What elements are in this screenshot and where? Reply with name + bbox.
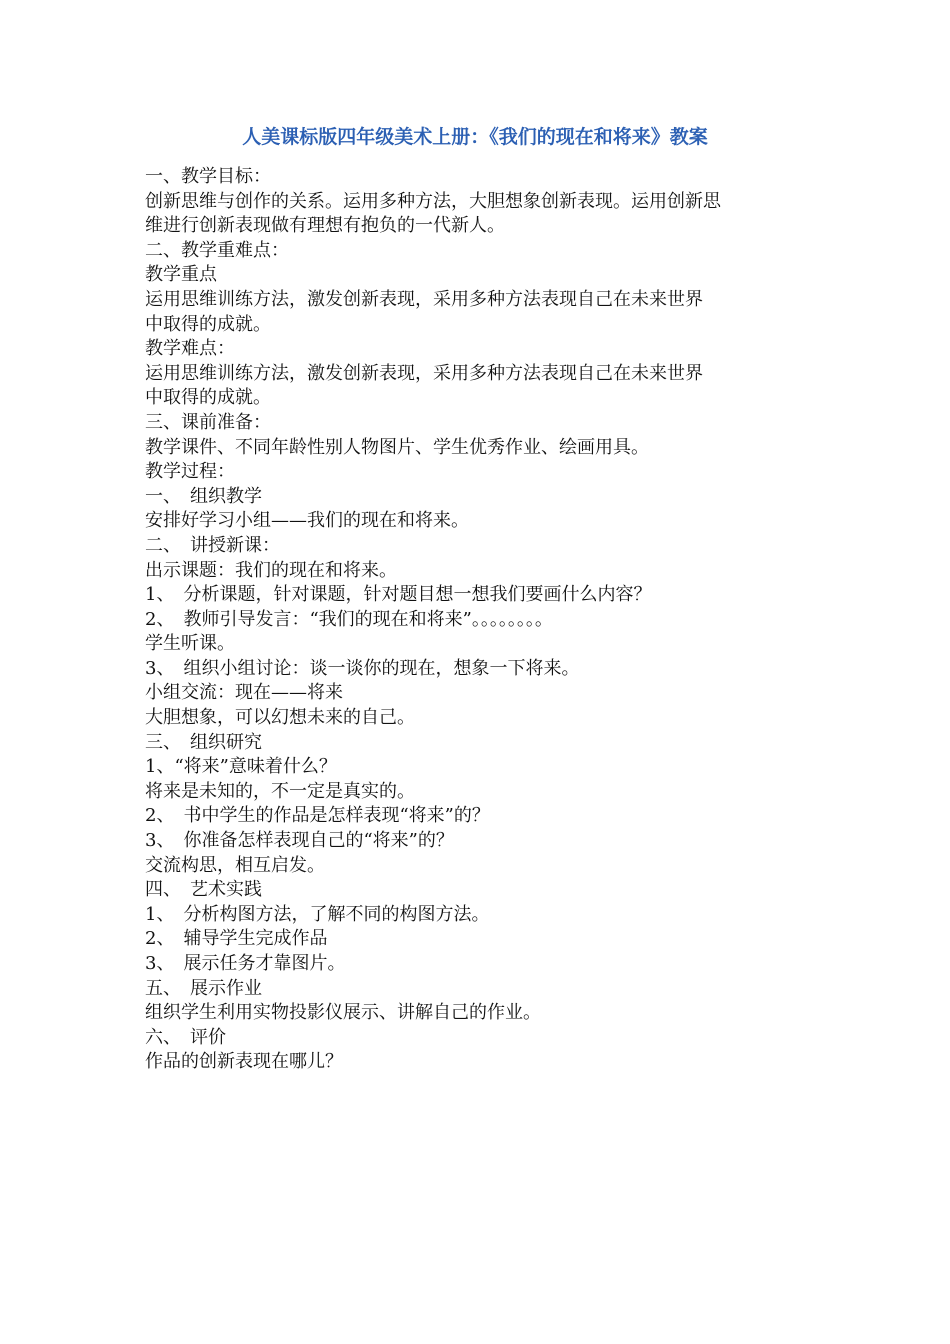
step-heading: 三、 组织研究 [145, 731, 262, 753]
section-heading-preparation: 三、课前准备： [145, 411, 271, 433]
subheading-difficulty: 教学难点： [145, 338, 235, 360]
text-line: 出示课题：我们的现在和将来。 [145, 559, 397, 581]
list-item: 3、 你准备怎样表现自己的“将来”的？ [145, 830, 454, 852]
text-line: 学生听课。 [145, 633, 235, 655]
list-item: 2、 书中学生的作品是怎样表现“将来”的？ [145, 805, 490, 827]
text-line: 交流构思，相互启发。 [145, 854, 325, 876]
text-line: 中取得的成就。 [145, 387, 271, 409]
text-line: 教学课件、不同年龄性别人物图片、学生优秀作业、绘画用具。 [145, 436, 649, 458]
text-line: 创新思维与创作的关系。运用多种方法，大胆想象创新表现。运用创新思 [145, 190, 721, 212]
list-item: 1、“将来”意味着什么？ [145, 756, 337, 778]
text-line: 大胆想象，可以幻想未来的自己。 [145, 707, 415, 729]
step-heading: 一、 组织教学 [145, 485, 262, 507]
text-line: 维进行创新表现做有理想有抱负的一代新人。 [145, 215, 505, 237]
text-line: 中取得的成就。 [145, 313, 271, 335]
section-heading-key-points: 二、教学重难点： [145, 239, 289, 261]
text-line: 安排好学习小组——我们的现在和将来。 [145, 510, 469, 532]
list-item: 3、 组织小组讨论：谈一谈你的现在，想象一下将来。 [145, 657, 580, 679]
list-item: 1、 分析课题，针对课题，针对题目想一想我们要画什么内容？ [145, 584, 652, 606]
text-line: 小组交流：现在——将来 [145, 682, 343, 704]
step-heading: 四、 艺术实践 [145, 879, 262, 901]
text-line: 组织学生利用实物投影仪展示、讲解自己的作业。 [145, 1002, 541, 1024]
list-item: 2、 教师引导发言：“我们的现在和将来”。。。。。。。。 [145, 608, 553, 630]
document-body [145, 165, 810, 1075]
text-line: 将来是未知的，不一定是真实的。 [145, 780, 415, 802]
section-heading-objectives: 一、教学目标： [145, 166, 271, 187]
text-line: 作品的创新表现在哪儿？ [145, 1051, 343, 1073]
text-line: 运用思维训练方法，激发创新表现，采用多种方法表现自己在未来世界 [145, 288, 703, 310]
document-title: 人美课标版四年级美术上册：《我们的现在和将来》教案 [242, 126, 708, 148]
subheading-key-point: 教学重点 [145, 264, 217, 286]
list-item: 2、 辅导学生完成作品 [145, 928, 328, 950]
step-heading: 六、 评价 [145, 1026, 226, 1048]
step-heading: 二、 讲授新课： [145, 534, 280, 556]
text-line: 运用思维训练方法，激发创新表现，采用多种方法表现自己在未来世界 [145, 362, 703, 384]
list-item: 1、 分析构图方法，了解不同的构图方法。 [145, 903, 490, 925]
section-heading-process: 教学过程： [145, 461, 235, 483]
list-item: 3、 展示任务才靠图片。 [145, 953, 346, 974]
step-heading: 五、 展示作业 [145, 977, 262, 999]
